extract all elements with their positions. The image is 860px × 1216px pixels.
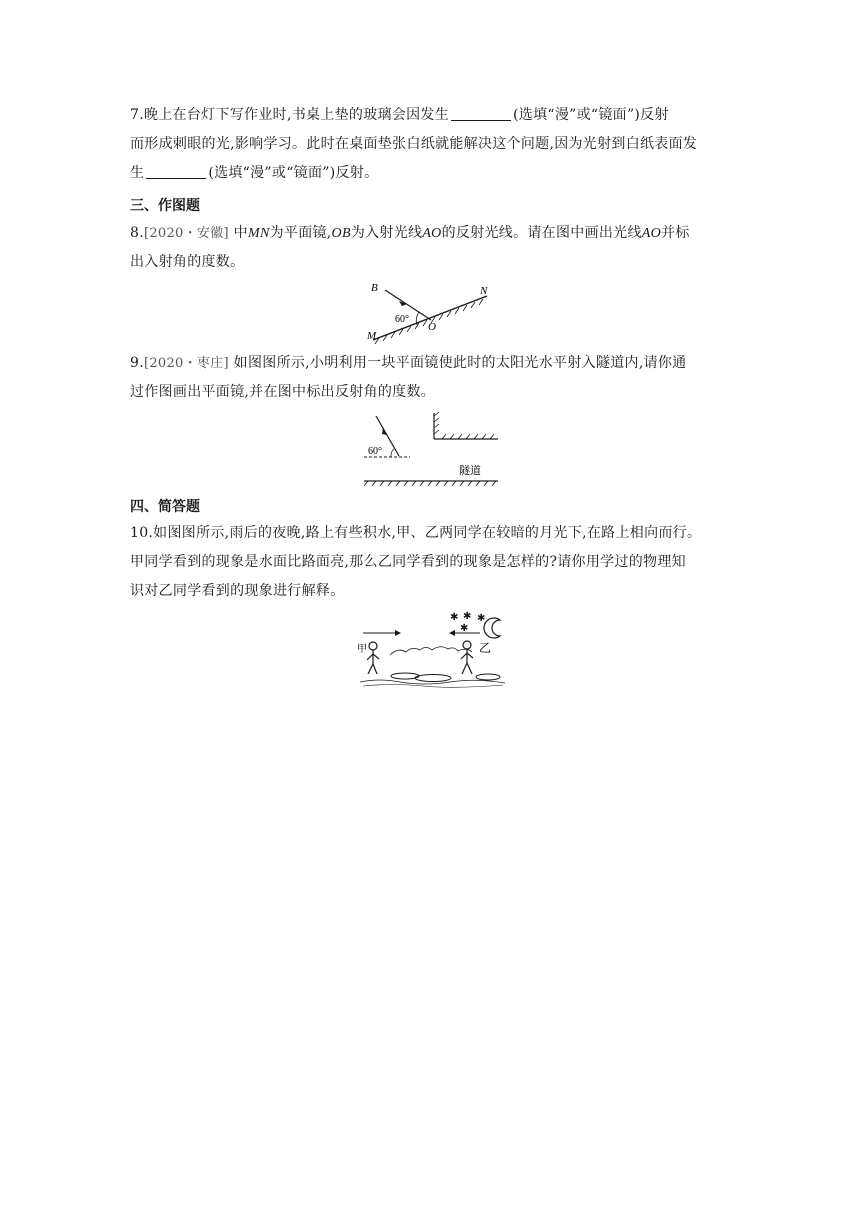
q8-ob: OB (331, 226, 351, 241)
q8-ao: AO (641, 226, 662, 241)
q8-text: 的反射光线。请在图中画出光线 (441, 225, 642, 241)
q10-night-road-illustration (355, 610, 515, 690)
svg-text:✱: ✱ (477, 613, 486, 624)
section-4-heading: 四、简答题 (130, 499, 200, 515)
q8-text: 中 (233, 225, 248, 241)
q9-angle-label: 60° (368, 446, 382, 457)
q8-angle-label: 60° (395, 314, 409, 325)
q8-label-n: N (480, 285, 488, 297)
q10-label-jia: 甲 (357, 644, 367, 655)
q8-line-1 (130, 219, 690, 248)
q8-text: 为入射光线 (350, 225, 423, 241)
q8-line-2: 出入射角的度数。 (130, 254, 245, 270)
svg-text:✱: ✱ (450, 612, 459, 623)
q10-line-3: 识对乙同学看到的现象进行解释。 (130, 583, 345, 599)
q8-text: 并标 (661, 225, 690, 241)
q8-number: 8. (130, 225, 144, 241)
q8-mn: MN (247, 226, 270, 241)
q8-label-o: O (428, 321, 436, 333)
q8-ao: AO (422, 226, 442, 241)
q10-line-2: 甲同学看到的现象是水面比路面亮,那么乙同学看到的现象是怎样的?请你用学过的物理知 (130, 554, 686, 570)
q7-blank-1[interactable] (451, 106, 511, 121)
section-3-heading: 三、作图题 (130, 198, 200, 214)
q7-line-1 (130, 101, 669, 130)
q8-text: 为平面镜, (269, 225, 332, 241)
q7-text-suffix: (选填“漫”或“镜面”)反射 (513, 107, 669, 123)
svg-text:✱: ✱ (463, 611, 472, 622)
svg-text:✱: ✱ (460, 623, 469, 634)
q7-line3-suffix: (选填“漫”或“镜面”)反射。 (208, 165, 379, 181)
q7-text-prefix: 7.晚上在台灯下写作业时,书桌上垫的玻璃会因发生 (130, 107, 450, 123)
q8-label-m: M (367, 330, 377, 342)
q8-source: [2020・安徽] (143, 226, 229, 241)
q10-label-yi: 乙 (479, 641, 492, 655)
q7-line-2: 而形成刺眼的光,影响学习。此时在桌面垫张白纸就能解决这个问题,因为光射到白纸表面发 (130, 136, 698, 152)
q7-blank-2[interactable] (146, 164, 206, 179)
q9-line-2: 过作图画出平面镜,并在图中标出反射角的度数。 (130, 384, 436, 400)
q9-tunnel-diagram (358, 410, 503, 490)
q8-label-b: B (371, 282, 378, 294)
q9-tunnel-label: 隧道 (459, 464, 481, 477)
q7-line3-prefix: 生 (130, 165, 145, 181)
q8-mirror-diagram (365, 280, 495, 346)
q9-source: [2020・枣庄] (143, 356, 229, 371)
q10-line-1: 10.如图图所示,雨后的夜晚,路上有些积水,甲、乙两同学在较暗的月光下,在路上相向而行。 (130, 525, 702, 541)
q7-line-3 (130, 159, 378, 188)
q9-number: 9. (130, 355, 144, 371)
q9-line-1 (130, 349, 686, 378)
q9-text: 如图图所示,小明利用一块平面镜使此时的太阳光水平射入隧道内,请你通 (233, 355, 687, 371)
